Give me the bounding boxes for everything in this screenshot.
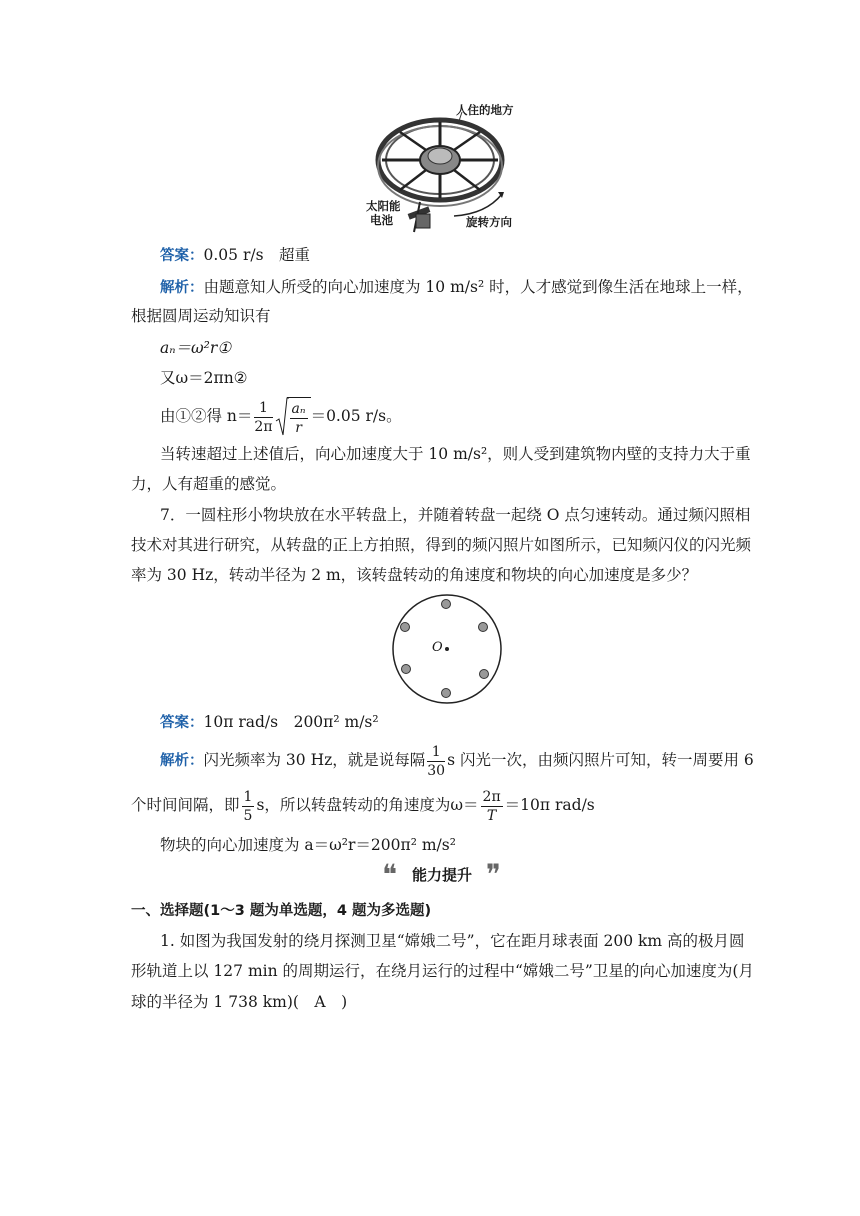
- space-station-figure: [368, 98, 528, 240]
- section-heading: 一、选择题(1～3 题为单选题，4 题为多选题): [131, 903, 432, 919]
- q7-question-line1: 7．一圆柱形小物块放在水平转盘上，并随着转盘一起绕 O 点匀速转动。通过频闪照相: [160, 506, 751, 524]
- center-label-o: O: [432, 640, 443, 655]
- q6-eq3-prefix: 由①②得 n＝: [160, 407, 253, 425]
- q7-analysis-frac1: [427, 743, 445, 780]
- q7-frac2-num: 1: [243, 788, 253, 805]
- q7-question-line3: 率为 30 Hz，转动半径为 2 m，该转盘转动的角速度和物块的向心加速度是多少？: [131, 566, 698, 584]
- q6-analysis-text1: 由题意知人所受的向心加速度为 10 m/s² 时，人才感觉到像生活在地球上一样，: [203, 278, 753, 296]
- q7-analysis-label: 解析：: [160, 753, 204, 769]
- q7-analysis-text1a: 闪光频率为 30 Hz，就是说每隔: [203, 751, 426, 769]
- q7-answer-label: 答案：: [160, 715, 204, 731]
- q7-analysis-frac2: [242, 788, 255, 825]
- q7-analysis-text1b: s 闪光一次，由频闪照片可知，转一周要用 6: [447, 751, 754, 769]
- q6-eq3-sqrt-num: aₙ: [291, 401, 306, 417]
- q7-frac3-den: T: [486, 807, 497, 824]
- q6-eq3-fraction: [254, 399, 272, 436]
- q7-analysis-line1: [160, 741, 754, 780]
- open-quote-icon: ❝: [382, 858, 398, 891]
- q6-answer-text: 0.05 r/s 超重: [203, 246, 311, 264]
- q7-analysis-line2: [131, 786, 595, 825]
- q6-para2-line2: 力，人有超重的感觉。: [131, 475, 287, 493]
- q6-eq3-frac-den: 2π: [254, 418, 273, 435]
- close-quote-icon: ❞: [486, 858, 502, 891]
- q6-equation3: [160, 396, 402, 438]
- q6-analysis-label: 解析：: [160, 280, 204, 296]
- q7-analysis-line3: 物块的向心加速度为 a＝ω²r＝200π² m/s²: [160, 836, 456, 854]
- q7-frac2-den: 5: [243, 807, 253, 824]
- q6-para2-line1: 当转速超过上述值后，向心加速度大于 10 m/s²，则人受到建筑物内壁的支持力大于重: [160, 445, 751, 463]
- q6-analysis-line1: [160, 276, 753, 299]
- q6-eq3-sqrt: [275, 397, 311, 438]
- q7-frac1-den: 30: [427, 762, 446, 779]
- ability-banner: [382, 858, 512, 891]
- q6-eq3-frac-num: 1: [254, 399, 272, 418]
- q6-answer-label: 答案：: [160, 248, 204, 264]
- banner-title: 能力提升: [412, 866, 473, 884]
- q7-frac3-num: 2π: [482, 788, 501, 805]
- sqrt-sign-icon: [275, 397, 289, 437]
- q1-line3: 球的半径为 1 738 km)( A ): [131, 993, 348, 1011]
- q7-analysis-frac3: [481, 788, 503, 825]
- label-rotation-direction: 旋转方向: [466, 215, 512, 229]
- q7-answer-text: 10π rad/s 200π² m/s²: [203, 713, 379, 731]
- q7-question-line2: 技术对其进行研究，从转盘的正上方拍照，得到的频闪照片如图所示，已知频闪仪的闪光频: [131, 536, 752, 554]
- q6-eq3-suffix: ＝0.05 r/s。: [310, 407, 402, 425]
- strobe-photo-figure: [390, 592, 504, 706]
- q6-equation1: aₙ＝ω²r①: [160, 339, 232, 357]
- turntable-diagram: [390, 592, 504, 706]
- q1-line1: 1. 如图为我国发射的绕月探测卫星“嫦娥二号”，它在距月球表面 200 km 高的极月圆: [160, 932, 745, 950]
- q7-frac1-num: 1: [427, 743, 445, 762]
- q6-analysis-line2: 根据圆周运动知识有: [131, 307, 271, 325]
- q1-line2: 形轨道上以 127 min 的周期运行，在绕月运行的过程中“嫦娥二号”卫星的向心加速度为(月: [131, 962, 754, 980]
- q7-analysis-text2b: s，所以转盘转动的角速度为ω＝: [256, 796, 479, 814]
- label-solar-cell-line1: 太阳能: [366, 199, 401, 213]
- q7-analysis-text2c: ＝10π rad/s: [504, 796, 595, 814]
- q6-equation2: 又ω＝2πn②: [160, 369, 248, 387]
- q7-analysis-text2a: 个时间间隔，即: [131, 796, 240, 814]
- label-solar-cell-line2: 电池: [370, 213, 393, 227]
- q6-answer-line: [160, 244, 310, 267]
- q7-answer-line: [160, 711, 379, 734]
- q6-eq3-sqrt-den: r: [295, 420, 302, 436]
- label-living-area: 人住的地方: [456, 103, 514, 117]
